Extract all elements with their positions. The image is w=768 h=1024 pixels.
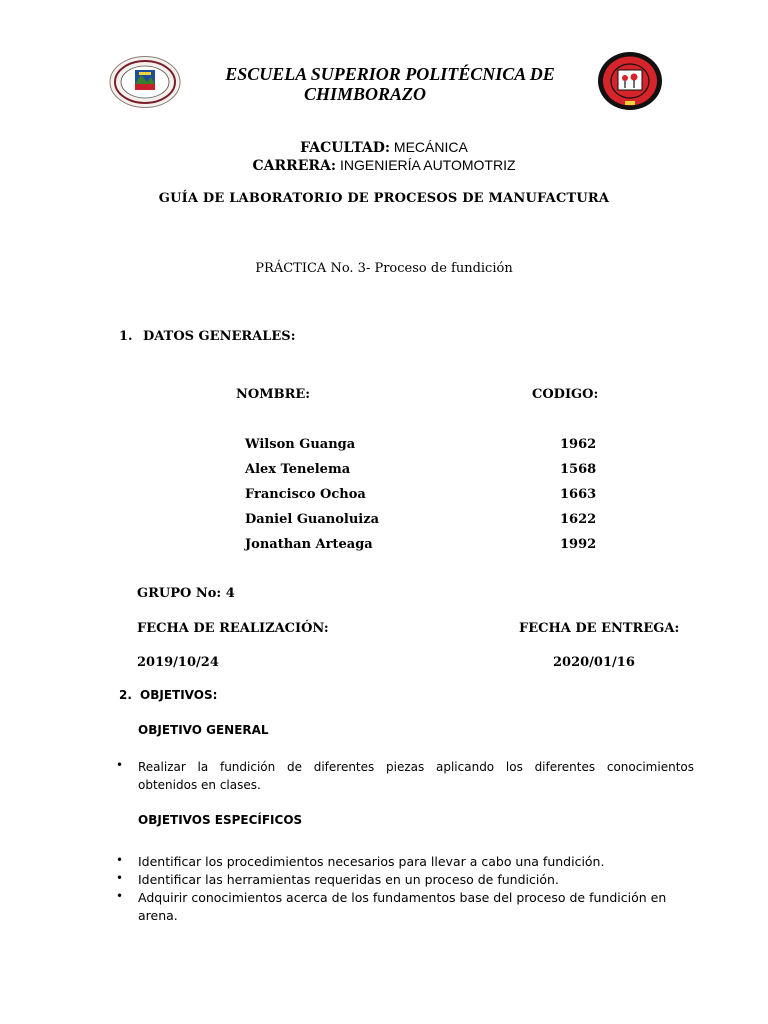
section1-title: DATOS GENERALES: [143, 329, 296, 344]
member-name: Francisco Ochoa [245, 487, 366, 502]
member-code: 1962 [560, 437, 597, 452]
bullet-icon: • [116, 889, 124, 903]
espoch-seal-icon [108, 55, 182, 109]
specific-objective-item: Identificar las herramientas requeridas en un proceso de fundición. [138, 872, 559, 887]
section1-number: 1. [119, 329, 133, 344]
specific-objective-item: Identificar los procedimientos necesarios para llevar a cabo una fundición. [138, 854, 605, 869]
date-done-label: FECHA DE REALIZACIÓN: [137, 621, 329, 636]
section2-number: 2. [119, 688, 132, 702]
col-name-header: NOMBRE: [236, 387, 311, 402]
institution-title-line1: ESCUELA SUPERIOR POLITÉCNICA DE [225, 64, 555, 84]
section2-title: OBJETIVOS: [140, 688, 218, 702]
specific-objectives-title: OBJETIVOS ESPECÍFICOS [138, 813, 303, 827]
member-name: Wilson Guanga [245, 437, 356, 452]
member-code: 1568 [560, 462, 597, 477]
career-line [0, 157, 768, 174]
date-due-value: 2020/01/16 [553, 655, 635, 670]
bullet-icon: • [116, 853, 124, 867]
specific-objective-item-tail: arena. [138, 908, 178, 923]
bullet-icon: • [116, 758, 124, 772]
faculty-line [0, 139, 768, 156]
member-name: Daniel Guanoluiza [245, 512, 380, 527]
col-code-header: CODIGO: [532, 387, 599, 402]
career-label: CARRERA: [252, 158, 337, 174]
faculty-value: MECÁNICA [390, 139, 468, 155]
date-due-label: FECHA DE ENTREGA: [519, 621, 680, 636]
specific-objective-item: Adquirir conocimientos acerca de los fundamentos base del proceso de fundición en [138, 890, 667, 905]
member-code: 1992 [560, 537, 597, 552]
member-code: 1663 [560, 487, 597, 502]
guide-title: GUÍA DE LABORATORIO DE PROCESOS DE MANUFACTURA [158, 191, 610, 206]
career-value: INGENIERÍA AUTOMOTRIZ [336, 157, 516, 173]
member-name: Alex Tenelema [245, 462, 351, 477]
general-objective-title: OBJETIVO GENERAL [138, 723, 269, 737]
institution-title-line2: CHIMBORAZO [303, 84, 427, 104]
group-number: GRUPO No: 4 [137, 586, 235, 601]
general-objective-text-line2: obtenidos en clases. [138, 778, 261, 792]
faculty-mecanica-seal-icon [596, 50, 664, 112]
bullet-icon: • [116, 871, 124, 885]
practice-title: PRÁCTICA No. 3- Proceso de fundición [255, 261, 513, 276]
member-code: 1622 [560, 512, 597, 527]
date-done-value: 2019/10/24 [137, 655, 219, 670]
member-name: Jonathan Arteaga [245, 537, 373, 552]
faculty-label: FACULTAD: [300, 140, 391, 156]
general-objective-text-line1: Realizar la fundición de diferentes piezas aplicando los diferentes conocimientos [138, 760, 694, 774]
